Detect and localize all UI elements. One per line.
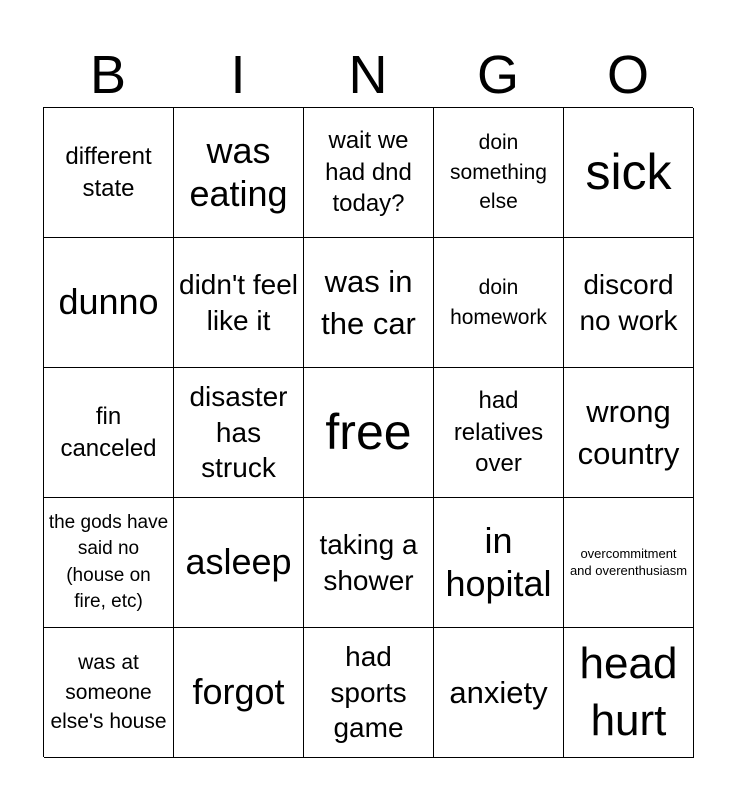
header-letter-n: N [348, 45, 388, 105]
bingo-cell[interactable]: was at someone else's house [44, 628, 174, 758]
bingo-cell[interactable]: sick [564, 108, 694, 238]
bingo-cell[interactable]: fin canceled [44, 368, 174, 498]
bingo-cell[interactable]: wait we had dnd today? [304, 108, 434, 238]
header-letter-g: G [476, 45, 519, 105]
bingo-cell[interactable]: dunno [44, 238, 174, 368]
header-letter-b: B [89, 45, 127, 105]
bingo-grid [43, 107, 693, 757]
bingo-cell[interactable]: disaster has struck [174, 368, 304, 498]
bingo-cell[interactable]: taking a shower [304, 498, 434, 628]
bingo-cell[interactable]: discord no work [564, 238, 694, 368]
bingo-cell[interactable]: in hopital [434, 498, 564, 628]
bingo-cell[interactable]: the gods have said no (house on fire, etc) [44, 498, 174, 628]
bingo-cell[interactable]: anxiety [434, 628, 564, 758]
bingo-cell[interactable]: forgot [174, 628, 304, 758]
bingo-cell[interactable]: wrong country [564, 368, 694, 498]
free-space-cell[interactable]: free [304, 368, 434, 498]
bingo-cell[interactable]: asleep [174, 498, 304, 628]
bingo-cell[interactable]: was in the car [304, 238, 434, 368]
bingo-cell[interactable]: was eating [174, 108, 304, 238]
bingo-cell[interactable]: head hurt [564, 628, 694, 758]
header-letter-i: I [230, 45, 246, 105]
header-letter-o: O [606, 45, 649, 105]
bingo-cell[interactable]: had sports game [304, 628, 434, 758]
bingo-cell[interactable]: different state [44, 108, 174, 238]
bingo-cell[interactable]: doin homework [434, 238, 564, 368]
bingo-cell[interactable]: doin something else [434, 108, 564, 238]
bingo-cell[interactable]: had relatives over [434, 368, 564, 498]
bingo-cell[interactable]: overcommitment and overenthusiasm [564, 498, 694, 628]
bingo-header [43, 42, 693, 108]
bingo-cell[interactable]: didn't feel like it [174, 238, 304, 368]
